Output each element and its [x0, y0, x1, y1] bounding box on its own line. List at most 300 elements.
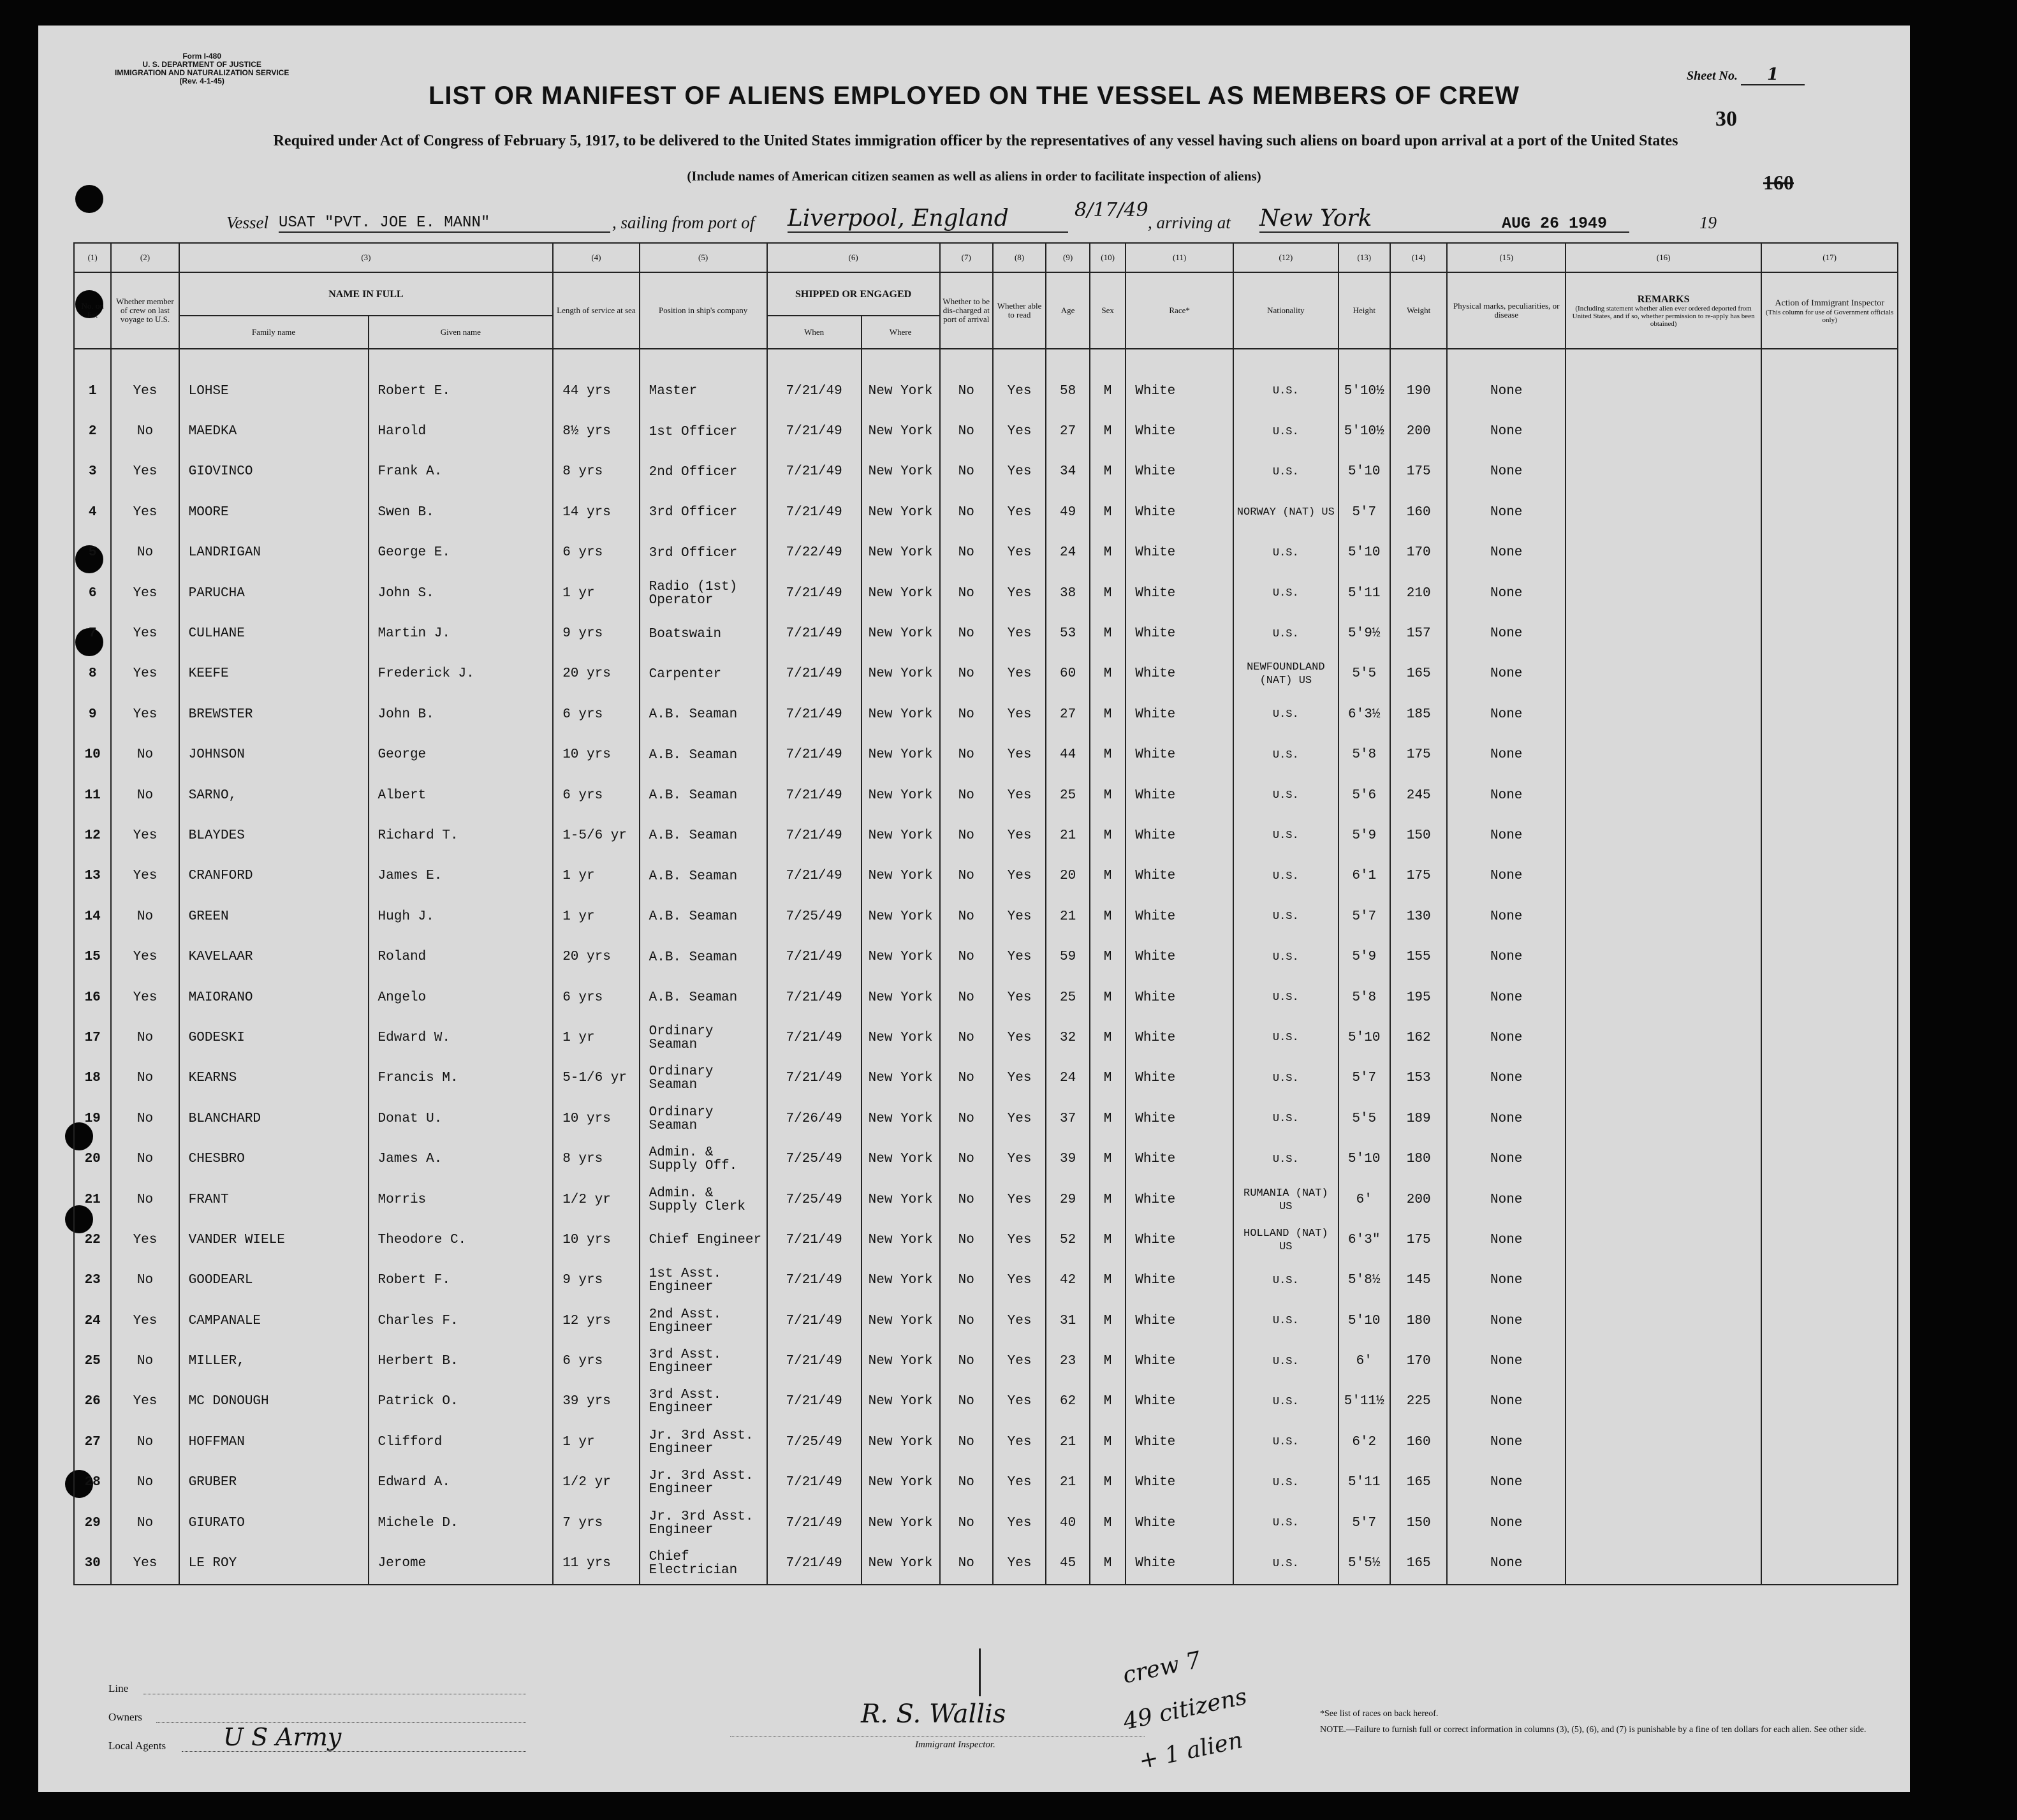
cell-position: A.B. Seaman	[640, 897, 767, 937]
cell-age: 38	[1046, 573, 1090, 613]
table-row	[74, 775, 1898, 816]
cell-member: Yes	[111, 816, 179, 856]
cell-weight: 180	[1390, 1301, 1448, 1341]
cell-nationality: U.S.	[1233, 1099, 1339, 1139]
cell-height: 5'6	[1339, 775, 1390, 816]
cell-no: 6	[74, 573, 111, 613]
cell-no: 29	[74, 1503, 111, 1543]
cell-sex: M	[1090, 897, 1126, 937]
cell-marks: None	[1447, 1543, 1565, 1584]
cell-read: Yes	[993, 1463, 1046, 1503]
table-row	[74, 1059, 1898, 1099]
cell-when: 7/21/49	[767, 735, 862, 775]
cell-nationality: U.S.	[1233, 897, 1339, 937]
cell-nationality: U.S.	[1233, 775, 1339, 816]
cell-race: White	[1126, 452, 1233, 492]
cell-action	[1761, 654, 1898, 694]
cell-race: White	[1126, 492, 1233, 532]
voyage-line	[226, 199, 1757, 231]
cell-remarks	[1566, 1099, 1761, 1139]
page-note: (Include names of American citizen seamen as well as aliens in order to facilitate inspection of aliens)	[687, 168, 1261, 184]
cell-sex: M	[1090, 816, 1126, 856]
cell-weight: 175	[1390, 1220, 1448, 1260]
cell-sex: M	[1090, 1139, 1126, 1179]
sheet-number-value: 1	[1741, 65, 1805, 85]
cell-age: 21	[1046, 816, 1090, 856]
header-discharged: Whether to be dis-charged at port of arrival	[940, 272, 993, 349]
cell-remarks	[1566, 1341, 1761, 1381]
cell-race: White	[1126, 411, 1233, 451]
cell-discharged: No	[940, 613, 993, 654]
cell-marks: None	[1447, 1422, 1565, 1462]
cell-weight: 225	[1390, 1382, 1448, 1422]
crew-note-line-2: 49 citizens	[1120, 1683, 1249, 1736]
manifest-sheet	[38, 26, 1910, 1792]
cell-family: MILLER,	[179, 1341, 369, 1381]
header-crew-member: Whether member of crew on last voyage to U.S.	[111, 272, 179, 349]
cell-remarks	[1566, 937, 1761, 977]
cell-nationality: U.S.	[1233, 1543, 1339, 1584]
cell-given: Frederick J.	[369, 654, 554, 694]
cell-given: Herbert B.	[369, 1341, 554, 1381]
cell-age: 39	[1046, 1139, 1090, 1179]
cell-when: 7/21/49	[767, 937, 862, 977]
cell-read: Yes	[993, 1059, 1046, 1099]
cell-race: White	[1126, 1099, 1233, 1139]
cell-race: White	[1126, 937, 1233, 977]
cell-discharged: No	[940, 978, 993, 1018]
cell-given: Edward W.	[369, 1018, 554, 1058]
cell-family: FRANT	[179, 1180, 369, 1220]
cell-family: JOHNSON	[179, 735, 369, 775]
cell-given: James A.	[369, 1139, 554, 1179]
cell-sex: M	[1090, 1463, 1126, 1503]
cell-member: No	[111, 1463, 179, 1503]
cell-position: Carpenter	[640, 654, 767, 694]
cell-weight: 210	[1390, 573, 1448, 613]
cell-when: 7/21/49	[767, 654, 862, 694]
vessel-label: Vessel	[226, 213, 268, 232]
cell-marks: None	[1447, 654, 1565, 694]
cell-height: 5'8	[1339, 978, 1390, 1018]
cell-age: 42	[1046, 1261, 1090, 1301]
cell-marks: None	[1447, 937, 1565, 977]
cell-family: VANDER WIELE	[179, 1220, 369, 1260]
year-label: 19	[1699, 213, 1717, 232]
col-number-5: (5)	[640, 243, 767, 272]
cell-weight: 160	[1390, 1422, 1448, 1462]
departure-port: Liverpool, England	[788, 205, 1068, 233]
cell-no: 4	[74, 492, 111, 532]
cell-marks: None	[1447, 816, 1565, 856]
cell-family: CAMPANALE	[179, 1301, 369, 1341]
header-position: Position in ship's company	[640, 272, 767, 349]
cell-member: Yes	[111, 937, 179, 977]
cell-weight: 157	[1390, 613, 1448, 654]
cell-action	[1761, 1099, 1898, 1139]
cell-where: New York	[862, 1180, 940, 1220]
cell-race: White	[1126, 1543, 1233, 1584]
crew-note-line-3: + 1 alien	[1136, 1727, 1245, 1775]
cell-race: White	[1126, 613, 1233, 654]
cell-read: Yes	[993, 1543, 1046, 1584]
arrival-port: New York	[1259, 205, 1629, 233]
cell-family: MC DONOUGH	[179, 1382, 369, 1422]
cell-weight: 175	[1390, 856, 1448, 897]
cell-position: A.B. Seaman	[640, 816, 767, 856]
cell-age: 45	[1046, 1543, 1090, 1584]
cell-age: 25	[1046, 775, 1090, 816]
cell-read: Yes	[993, 1301, 1046, 1341]
sheet-number-label: Sheet No.	[1687, 69, 1738, 83]
cell-read: Yes	[993, 1382, 1046, 1422]
cell-given: Patrick O.	[369, 1382, 554, 1422]
cell-family: KEEFE	[179, 654, 369, 694]
cell-given: Martin J.	[369, 613, 554, 654]
cell-marks: None	[1447, 349, 1565, 411]
cell-marks: None	[1447, 1341, 1565, 1381]
cell-discharged: No	[940, 735, 993, 775]
cell-discharged: No	[940, 897, 993, 937]
cell-sex: M	[1090, 1301, 1126, 1341]
cell-given: Clifford	[369, 1422, 554, 1462]
header-remarks-note: (Including statement whether alien ever ordered deported from United States, and if so, whether permission to re-apply has been obtained)	[1572, 304, 1755, 328]
cell-race: White	[1126, 654, 1233, 694]
cell-remarks	[1566, 411, 1761, 451]
header-when: When	[767, 316, 862, 349]
cell-member: Yes	[111, 856, 179, 897]
cell-remarks	[1566, 735, 1761, 775]
cell-family: CULHANE	[179, 613, 369, 654]
cell-height: 5'11	[1339, 1463, 1390, 1503]
cell-where: New York	[862, 775, 940, 816]
table-row	[74, 1341, 1898, 1381]
cell-when: 7/25/49	[767, 897, 862, 937]
col-number-13: (13)	[1339, 243, 1390, 272]
cell-discharged: No	[940, 694, 993, 735]
col-number-4: (4)	[553, 243, 639, 272]
cell-marks: None	[1447, 1301, 1565, 1341]
cell-marks: None	[1447, 613, 1565, 654]
cell-given: Edward A.	[369, 1463, 554, 1503]
table-row	[74, 533, 1898, 573]
crew-note-line-1: crew 7	[1120, 1647, 1203, 1689]
cell-height: 5'7	[1339, 1059, 1390, 1099]
cell-read: Yes	[993, 775, 1046, 816]
cell-marks: None	[1447, 533, 1565, 573]
cell-nationality: U.S.	[1233, 856, 1339, 897]
cell-marks: None	[1447, 856, 1565, 897]
cell-where: New York	[862, 816, 940, 856]
cell-height: 5'11½	[1339, 1382, 1390, 1422]
cell-nationality: U.S.	[1233, 349, 1339, 411]
inspector-signature: R. S. Wallis	[861, 1699, 1006, 1729]
table-row	[74, 1382, 1898, 1422]
cell-race: White	[1126, 816, 1233, 856]
cell-race: White	[1126, 856, 1233, 897]
cell-nationality: NEWFOUNDLAND (NAT) US	[1233, 654, 1339, 694]
cell-action	[1761, 1139, 1898, 1179]
cell-read: Yes	[993, 533, 1046, 573]
cell-remarks	[1566, 533, 1761, 573]
cell-length: 20 yrs	[553, 937, 639, 977]
cell-no: 3	[74, 452, 111, 492]
cell-age: 44	[1046, 735, 1090, 775]
cell-discharged: No	[940, 937, 993, 977]
cell-given: Frank A.	[369, 452, 554, 492]
cell-discharged: No	[940, 492, 993, 532]
cell-nationality: U.S.	[1233, 1018, 1339, 1058]
cell-marks: None	[1447, 573, 1565, 613]
cell-no: 14	[74, 897, 111, 937]
cell-weight: 175	[1390, 735, 1448, 775]
cell-read: Yes	[993, 1139, 1046, 1179]
cell-action	[1761, 492, 1898, 532]
table-row	[74, 1301, 1898, 1341]
cell-position: A.B. Seaman	[640, 694, 767, 735]
cell-family: SARNO,	[179, 775, 369, 816]
cell-length: 9 yrs	[553, 613, 639, 654]
cell-discharged: No	[940, 411, 993, 451]
table-row	[74, 1139, 1898, 1179]
cell-where: New York	[862, 1099, 940, 1139]
cell-height: 5'10½	[1339, 349, 1390, 411]
cell-member: No	[111, 1099, 179, 1139]
cell-remarks	[1566, 978, 1761, 1018]
cell-remarks	[1566, 349, 1761, 411]
page-title: LIST OR MANIFEST OF ALIENS EMPLOYED ON THE VESSEL AS MEMBERS OF CREW	[428, 82, 1520, 110]
cell-position: Master	[640, 349, 767, 411]
cell-sex: M	[1090, 349, 1126, 411]
header-action-title: Action of Immigrant Inspector	[1775, 298, 1884, 308]
table-row	[74, 411, 1898, 451]
cell-remarks	[1566, 492, 1761, 532]
cell-remarks	[1566, 1139, 1761, 1179]
cell-age: 53	[1046, 613, 1090, 654]
cell-read: Yes	[993, 654, 1046, 694]
cell-sex: M	[1090, 937, 1126, 977]
cell-weight: 165	[1390, 1463, 1448, 1503]
cell-weight: 165	[1390, 1543, 1448, 1584]
struck-count: 160	[1763, 171, 1794, 194]
cell-no: 5	[74, 533, 111, 573]
cell-member: No	[111, 533, 179, 573]
cell-discharged: No	[940, 1301, 993, 1341]
cell-height: 6'2	[1339, 1422, 1390, 1462]
cell-height: 6'1	[1339, 856, 1390, 897]
cell-no: 27	[74, 1422, 111, 1462]
col-number-6: (6)	[767, 243, 940, 272]
table-row	[74, 492, 1898, 532]
cell-race: White	[1126, 1139, 1233, 1179]
form-service: IMMIGRATION AND NATURALIZATION SERVICE	[115, 68, 290, 77]
cell-remarks	[1566, 1543, 1761, 1584]
cell-race: White	[1126, 978, 1233, 1018]
cell-remarks	[1566, 1503, 1761, 1543]
cell-remarks	[1566, 1463, 1761, 1503]
cell-where: New York	[862, 735, 940, 775]
cell-length: 20 yrs	[553, 654, 639, 694]
cell-nationality: U.S.	[1233, 1301, 1339, 1341]
cell-where: New York	[862, 1341, 940, 1381]
table-row	[74, 856, 1898, 897]
cell-sex: M	[1090, 1503, 1126, 1543]
cell-position: Jr. 3rd Asst. Engineer	[640, 1503, 767, 1543]
cell-age: 58	[1046, 349, 1090, 411]
cell-when: 7/21/49	[767, 1301, 862, 1341]
cell-member: No	[111, 1261, 179, 1301]
cell-no: 12	[74, 816, 111, 856]
cell-sex: M	[1090, 573, 1126, 613]
table-row	[74, 1018, 1898, 1058]
cell-marks: None	[1447, 1503, 1565, 1543]
header-weight: Weight	[1390, 272, 1448, 349]
cell-length: 14 yrs	[553, 492, 639, 532]
cell-remarks	[1566, 613, 1761, 654]
cell-member: No	[111, 1018, 179, 1058]
cell-family: MAIORANO	[179, 978, 369, 1018]
cell-sex: M	[1090, 492, 1126, 532]
cell-marks: None	[1447, 897, 1565, 937]
cell-nationality: U.S.	[1233, 978, 1339, 1018]
cell-race: White	[1126, 735, 1233, 775]
col-number-11: (11)	[1126, 243, 1233, 272]
cell-nationality: U.S.	[1233, 573, 1339, 613]
table-row	[74, 1220, 1898, 1260]
footer-agents-rule	[182, 1751, 526, 1752]
cell-position: 3rd Officer	[640, 492, 767, 532]
cell-no: 30	[74, 1543, 111, 1584]
cell-when: 7/21/49	[767, 492, 862, 532]
cell-discharged: No	[940, 1099, 993, 1139]
table-row	[74, 694, 1898, 735]
cell-weight: 195	[1390, 978, 1448, 1018]
cell-position: A.B. Seaman	[640, 775, 767, 816]
cell-action	[1761, 1301, 1898, 1341]
cell-sex: M	[1090, 1220, 1126, 1260]
cell-position: 2nd Officer	[640, 452, 767, 492]
table-row	[74, 735, 1898, 775]
cell-family: CRANFORD	[179, 856, 369, 897]
cell-family: GIOVINCO	[179, 452, 369, 492]
cell-discharged: No	[940, 1261, 993, 1301]
cell-no: 15	[74, 937, 111, 977]
cell-marks: None	[1447, 452, 1565, 492]
table-row	[74, 1503, 1898, 1543]
cell-read: Yes	[993, 613, 1046, 654]
cell-length: 1 yr	[553, 856, 639, 897]
cell-read: Yes	[993, 856, 1046, 897]
cell-discharged: No	[940, 775, 993, 816]
cell-age: 24	[1046, 1059, 1090, 1099]
form-identifier	[115, 52, 289, 85]
punch-hole	[75, 185, 103, 213]
cell-member: Yes	[111, 694, 179, 735]
cell-discharged: No	[940, 856, 993, 897]
cell-read: Yes	[993, 1180, 1046, 1220]
cell-where: New York	[862, 1059, 940, 1099]
cell-height: 5'10	[1339, 1139, 1390, 1179]
cell-height: 5'10	[1339, 1018, 1390, 1058]
cell-race: White	[1126, 1422, 1233, 1462]
header-where: Where	[862, 316, 940, 349]
cell-race: White	[1126, 775, 1233, 816]
cell-nationality: HOLLAND (NAT) US	[1233, 1220, 1339, 1260]
cell-sex: M	[1090, 1099, 1126, 1139]
cell-sex: M	[1090, 452, 1126, 492]
cell-position: 2nd Asst. Engineer	[640, 1301, 767, 1341]
table-row	[74, 349, 1898, 411]
cell-age: 49	[1046, 492, 1090, 532]
cell-no: 26	[74, 1382, 111, 1422]
cell-read: Yes	[993, 694, 1046, 735]
cell-given: Angelo	[369, 978, 554, 1018]
cell-position: A.B. Seaman	[640, 856, 767, 897]
form-department: U. S. DEPARTMENT OF JUSTICE	[142, 60, 261, 69]
cell-family: LE ROY	[179, 1543, 369, 1584]
cell-race: White	[1126, 1463, 1233, 1503]
cell-given: John S.	[369, 573, 554, 613]
cell-when: 7/21/49	[767, 694, 862, 735]
cell-no: 1	[74, 349, 111, 411]
cell-given: Donat U.	[369, 1099, 554, 1139]
cell-when: 7/21/49	[767, 1543, 862, 1584]
table-row	[74, 816, 1898, 856]
header-remarks-title: REMARKS	[1637, 293, 1690, 305]
header-remarks	[1566, 272, 1761, 349]
cell-where: New York	[862, 1543, 940, 1584]
cell-where: New York	[862, 452, 940, 492]
cell-discharged: No	[940, 573, 993, 613]
cell-age: 32	[1046, 1018, 1090, 1058]
cell-member: Yes	[111, 573, 179, 613]
cell-marks: None	[1447, 1099, 1565, 1139]
cell-sex: M	[1090, 1422, 1126, 1462]
cell-race: White	[1126, 1341, 1233, 1381]
cell-sex: M	[1090, 1543, 1126, 1584]
cell-given: George E.	[369, 533, 554, 573]
cell-given: James E.	[369, 856, 554, 897]
cell-height: 5'9	[1339, 937, 1390, 977]
cell-no: 22	[74, 1220, 111, 1260]
cell-nationality: U.S.	[1233, 735, 1339, 775]
cell-where: New York	[862, 856, 940, 897]
cell-length: 8 yrs	[553, 1139, 639, 1179]
cell-length: 1/2 yr	[553, 1463, 639, 1503]
cell-family: MAEDKA	[179, 411, 369, 451]
cell-height: 5'11	[1339, 573, 1390, 613]
cell-member: No	[111, 1503, 179, 1543]
cell-marks: None	[1447, 411, 1565, 451]
cell-length: 1 yr	[553, 1018, 639, 1058]
cell-marks: None	[1447, 1139, 1565, 1179]
col-number-3: (3)	[179, 243, 554, 272]
cell-read: Yes	[993, 492, 1046, 532]
cell-where: New York	[862, 1018, 940, 1058]
footer-owners-label: Owners	[108, 1711, 142, 1723]
col-number-17: (17)	[1761, 243, 1898, 272]
cell-action	[1761, 1018, 1898, 1058]
cell-where: New York	[862, 1261, 940, 1301]
cell-nationality: U.S.	[1233, 1463, 1339, 1503]
table-row	[74, 978, 1898, 1018]
cell-where: New York	[862, 1139, 940, 1179]
crew-table-header	[74, 243, 1898, 349]
cell-remarks	[1566, 1261, 1761, 1301]
cell-read: Yes	[993, 1220, 1046, 1260]
cell-no: 18	[74, 1059, 111, 1099]
col-number-1: (1)	[74, 243, 111, 272]
